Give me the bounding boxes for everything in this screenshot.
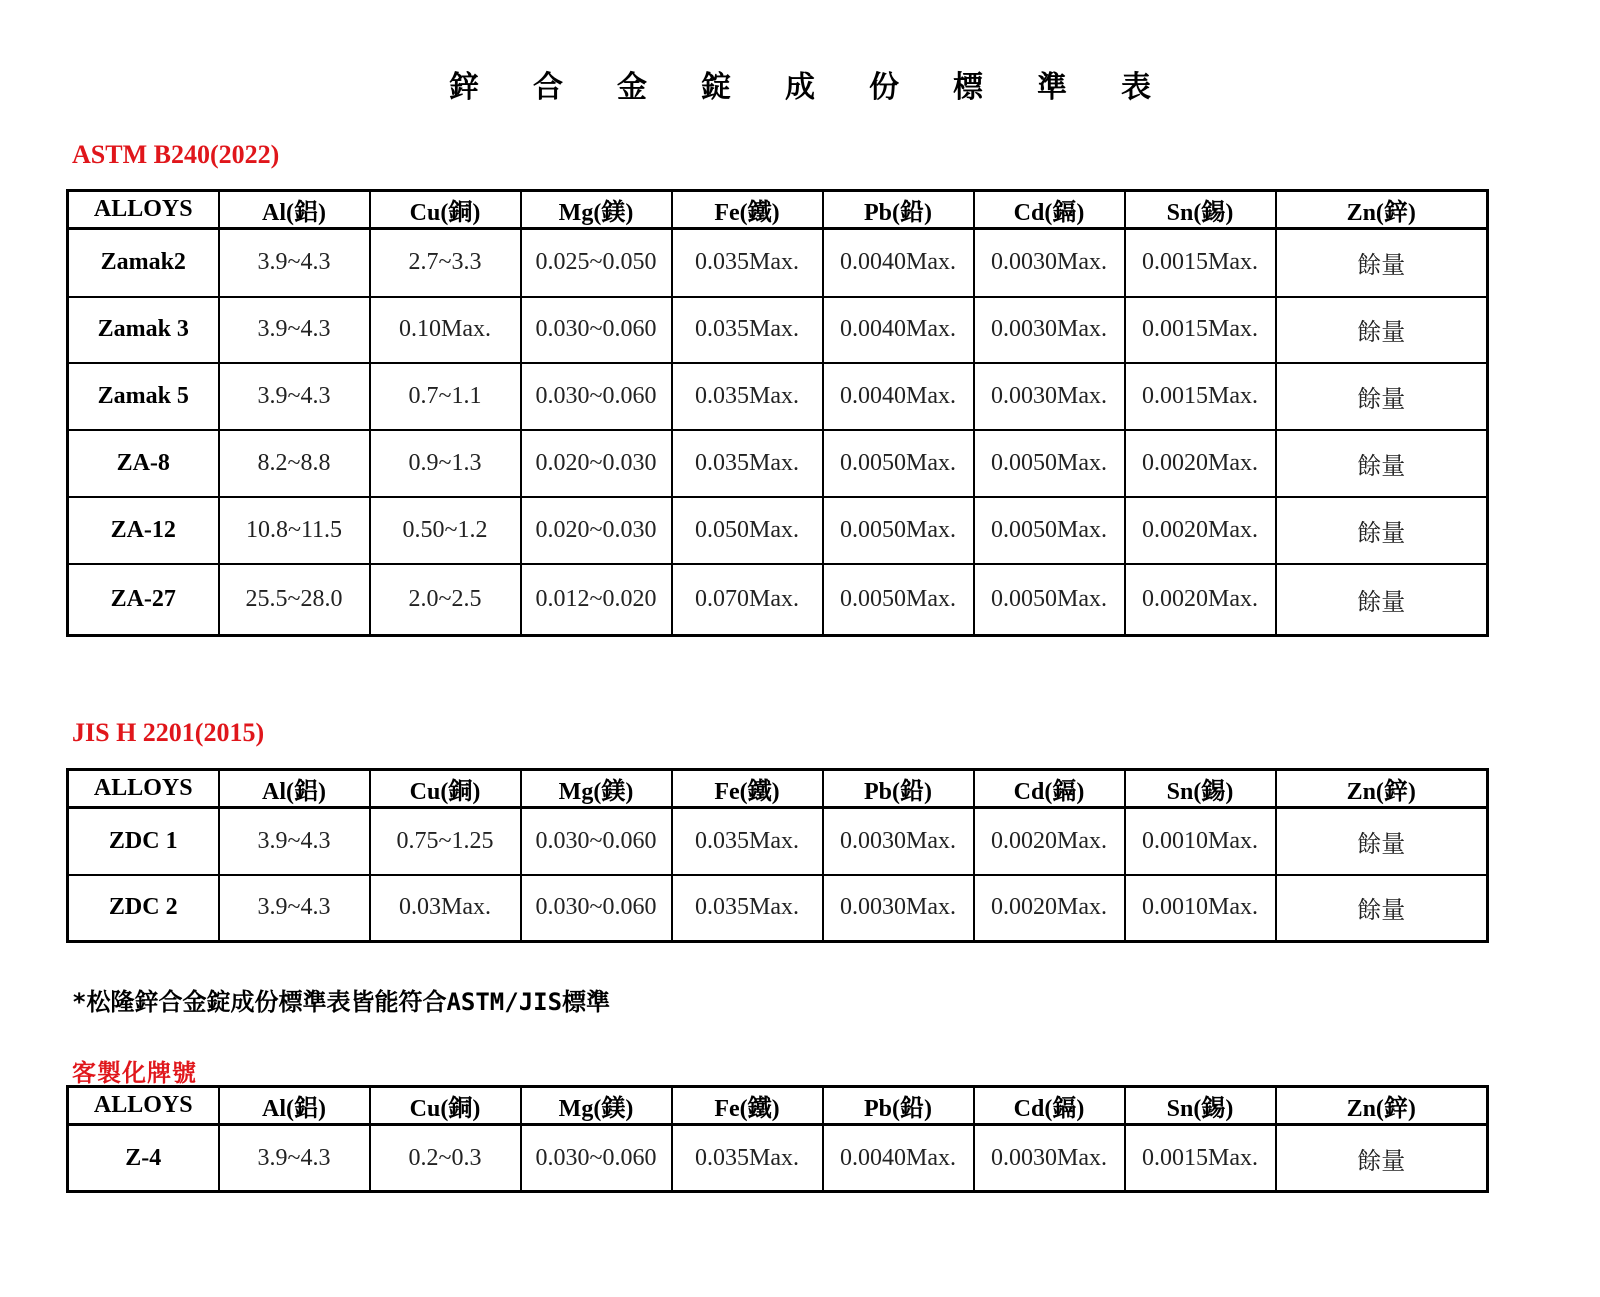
composition-cell: 0.0040Max. [823,363,974,430]
column-header: Fe(鐵) [672,191,823,229]
column-header: Zn(鋅) [1276,191,1488,229]
astm-spec-table [66,189,1489,637]
composition-cell: 0.035Max. [672,875,823,942]
composition-cell: 0.0050Max. [823,497,974,564]
composition-cell: 0.0030Max. [823,808,974,875]
column-header: Cd(鎘) [974,770,1125,808]
composition-cell: 0.0050Max. [974,430,1125,497]
composition-cell: 0.035Max. [672,363,823,430]
column-header: Cu(銅) [370,191,521,229]
column-header: Zn(鋅) [1276,770,1488,808]
composition-cell: 3.9~4.3 [219,297,370,363]
column-header: Fe(鐵) [672,1087,823,1125]
composition-cell: 0.050Max. [672,497,823,564]
composition-cell: 0.035Max. [672,430,823,497]
composition-cell: 0.0015Max. [1125,1125,1276,1192]
composition-cell: 10.8~11.5 [219,497,370,564]
header-row [68,1087,1488,1125]
composition-cell: 0.50~1.2 [370,497,521,564]
composition-cell: 0.030~0.060 [521,297,672,363]
composition-cell: 0.0020Max. [974,875,1125,942]
alloy-name-cell: ZA-12 [68,497,219,564]
composition-cell: 0.10Max. [370,297,521,363]
composition-cell: 0.035Max. [672,297,823,363]
composition-cell: 餘量 [1276,363,1488,430]
composition-cell: 0.0020Max. [1125,564,1276,636]
alloy-name-cell: ZDC 1 [68,808,219,875]
composition-cell: 2.7~3.3 [370,229,521,297]
column-header: Zn(鋅) [1276,1087,1488,1125]
composition-cell: 0.030~0.060 [521,808,672,875]
composition-cell: 0.0050Max. [823,564,974,636]
composition-cell: 0.0020Max. [1125,430,1276,497]
column-header: ALLOYS [68,770,219,808]
alloy-name-cell: Zamak2 [68,229,219,297]
table-row [68,497,1488,564]
composition-cell: 3.9~4.3 [219,229,370,297]
table-row [68,564,1488,636]
composition-cell: 3.9~4.3 [219,875,370,942]
composition-cell: 0.7~1.1 [370,363,521,430]
alloy-name-cell: ZA-8 [68,430,219,497]
composition-cell: 3.9~4.3 [219,808,370,875]
column-header: Fe(鐵) [672,770,823,808]
composition-cell: 0.030~0.060 [521,875,672,942]
column-header: Sn(錫) [1125,191,1276,229]
column-header: Al(鋁) [219,191,370,229]
composition-cell: 餘量 [1276,875,1488,942]
alloy-name-cell: ZA-27 [68,564,219,636]
column-header: Sn(錫) [1125,1087,1276,1125]
table-row [68,1125,1488,1192]
composition-cell: 0.0050Max. [974,497,1125,564]
column-header: ALLOYS [68,1087,219,1125]
section-label-custom: 客製化牌號 [72,1059,197,1087]
composition-cell: 0.012~0.020 [521,564,672,636]
table-row [68,430,1488,497]
composition-cell: 8.2~8.8 [219,430,370,497]
column-header: ALLOYS [68,191,219,229]
table-row [68,363,1488,430]
composition-cell: 0.0015Max. [1125,229,1276,297]
composition-cell: 餘量 [1276,430,1488,497]
composition-cell: 0.030~0.060 [521,363,672,430]
composition-cell: 餘量 [1276,297,1488,363]
composition-cell: 餘量 [1276,808,1488,875]
column-header: Al(鋁) [219,770,370,808]
composition-cell: 餘量 [1276,229,1488,297]
composition-cell: 0.035Max. [672,808,823,875]
alloy-name-cell: ZDC 2 [68,875,219,942]
composition-cell: 0.0015Max. [1125,297,1276,363]
composition-cell: 餘量 [1276,564,1488,636]
composition-cell: 0.9~1.3 [370,430,521,497]
composition-cell: 0.020~0.030 [521,497,672,564]
column-header: Al(鋁) [219,1087,370,1125]
composition-cell: 0.030~0.060 [521,1125,672,1192]
column-header: Cd(鎘) [974,1087,1125,1125]
table-row [68,229,1488,297]
column-header: Pb(鉛) [823,770,974,808]
column-header: Cu(銅) [370,770,521,808]
composition-cell: 0.025~0.050 [521,229,672,297]
header-row [68,770,1488,808]
compliance-note: *松隆鋅合金錠成份標準表皆能符合ASTM/JIS標準 [72,988,611,1016]
section-label-astm: ASTM B240(2022) [72,140,280,169]
composition-cell: 0.0020Max. [974,808,1125,875]
composition-cell: 0.0040Max. [823,229,974,297]
column-header: Sn(錫) [1125,770,1276,808]
column-header: Mg(鎂) [521,1087,672,1125]
composition-cell: 0.0050Max. [974,564,1125,636]
composition-cell: 0.070Max. [672,564,823,636]
table-row [68,875,1488,942]
composition-cell: 0.0010Max. [1125,808,1276,875]
composition-cell: 0.035Max. [672,229,823,297]
composition-cell: 0.0030Max. [974,1125,1125,1192]
column-header: Cu(銅) [370,1087,521,1125]
composition-cell: 3.9~4.3 [219,363,370,430]
composition-cell: 0.0015Max. [1125,363,1276,430]
alloy-name-cell: Z-4 [68,1125,219,1192]
column-header: Pb(鉛) [823,1087,974,1125]
composition-cell: 餘量 [1276,1125,1488,1192]
composition-cell: 2.0~2.5 [370,564,521,636]
composition-cell: 0.0030Max. [974,363,1125,430]
column-header: Mg(鎂) [521,770,672,808]
column-header: Cd(鎘) [974,191,1125,229]
composition-cell: 0.0030Max. [974,297,1125,363]
column-header: Pb(鉛) [823,191,974,229]
composition-cell: 餘量 [1276,497,1488,564]
column-header: Mg(鎂) [521,191,672,229]
composition-cell: 0.0030Max. [974,229,1125,297]
table-row [68,297,1488,363]
composition-cell: 0.0050Max. [823,430,974,497]
composition-cell: 0.03Max. [370,875,521,942]
header-row [68,191,1488,229]
page-title: 鋅合金錠成份標準表 [449,70,1205,105]
alloy-name-cell: Zamak 3 [68,297,219,363]
composition-cell: 0.0040Max. [823,297,974,363]
composition-cell: 0.2~0.3 [370,1125,521,1192]
composition-cell: 0.0020Max. [1125,497,1276,564]
table-row [68,808,1488,875]
composition-cell: 0.0010Max. [1125,875,1276,942]
jis-spec-table [66,768,1489,943]
composition-cell: 25.5~28.0 [219,564,370,636]
composition-cell: 0.035Max. [672,1125,823,1192]
composition-cell: 0.0040Max. [823,1125,974,1192]
composition-cell: 3.9~4.3 [219,1125,370,1192]
custom-spec-table [66,1085,1489,1193]
section-label-jis: JIS H 2201(2015) [72,718,265,747]
composition-cell: 0.020~0.030 [521,430,672,497]
composition-cell: 0.0030Max. [823,875,974,942]
alloy-name-cell: Zamak 5 [68,363,219,430]
composition-cell: 0.75~1.25 [370,808,521,875]
